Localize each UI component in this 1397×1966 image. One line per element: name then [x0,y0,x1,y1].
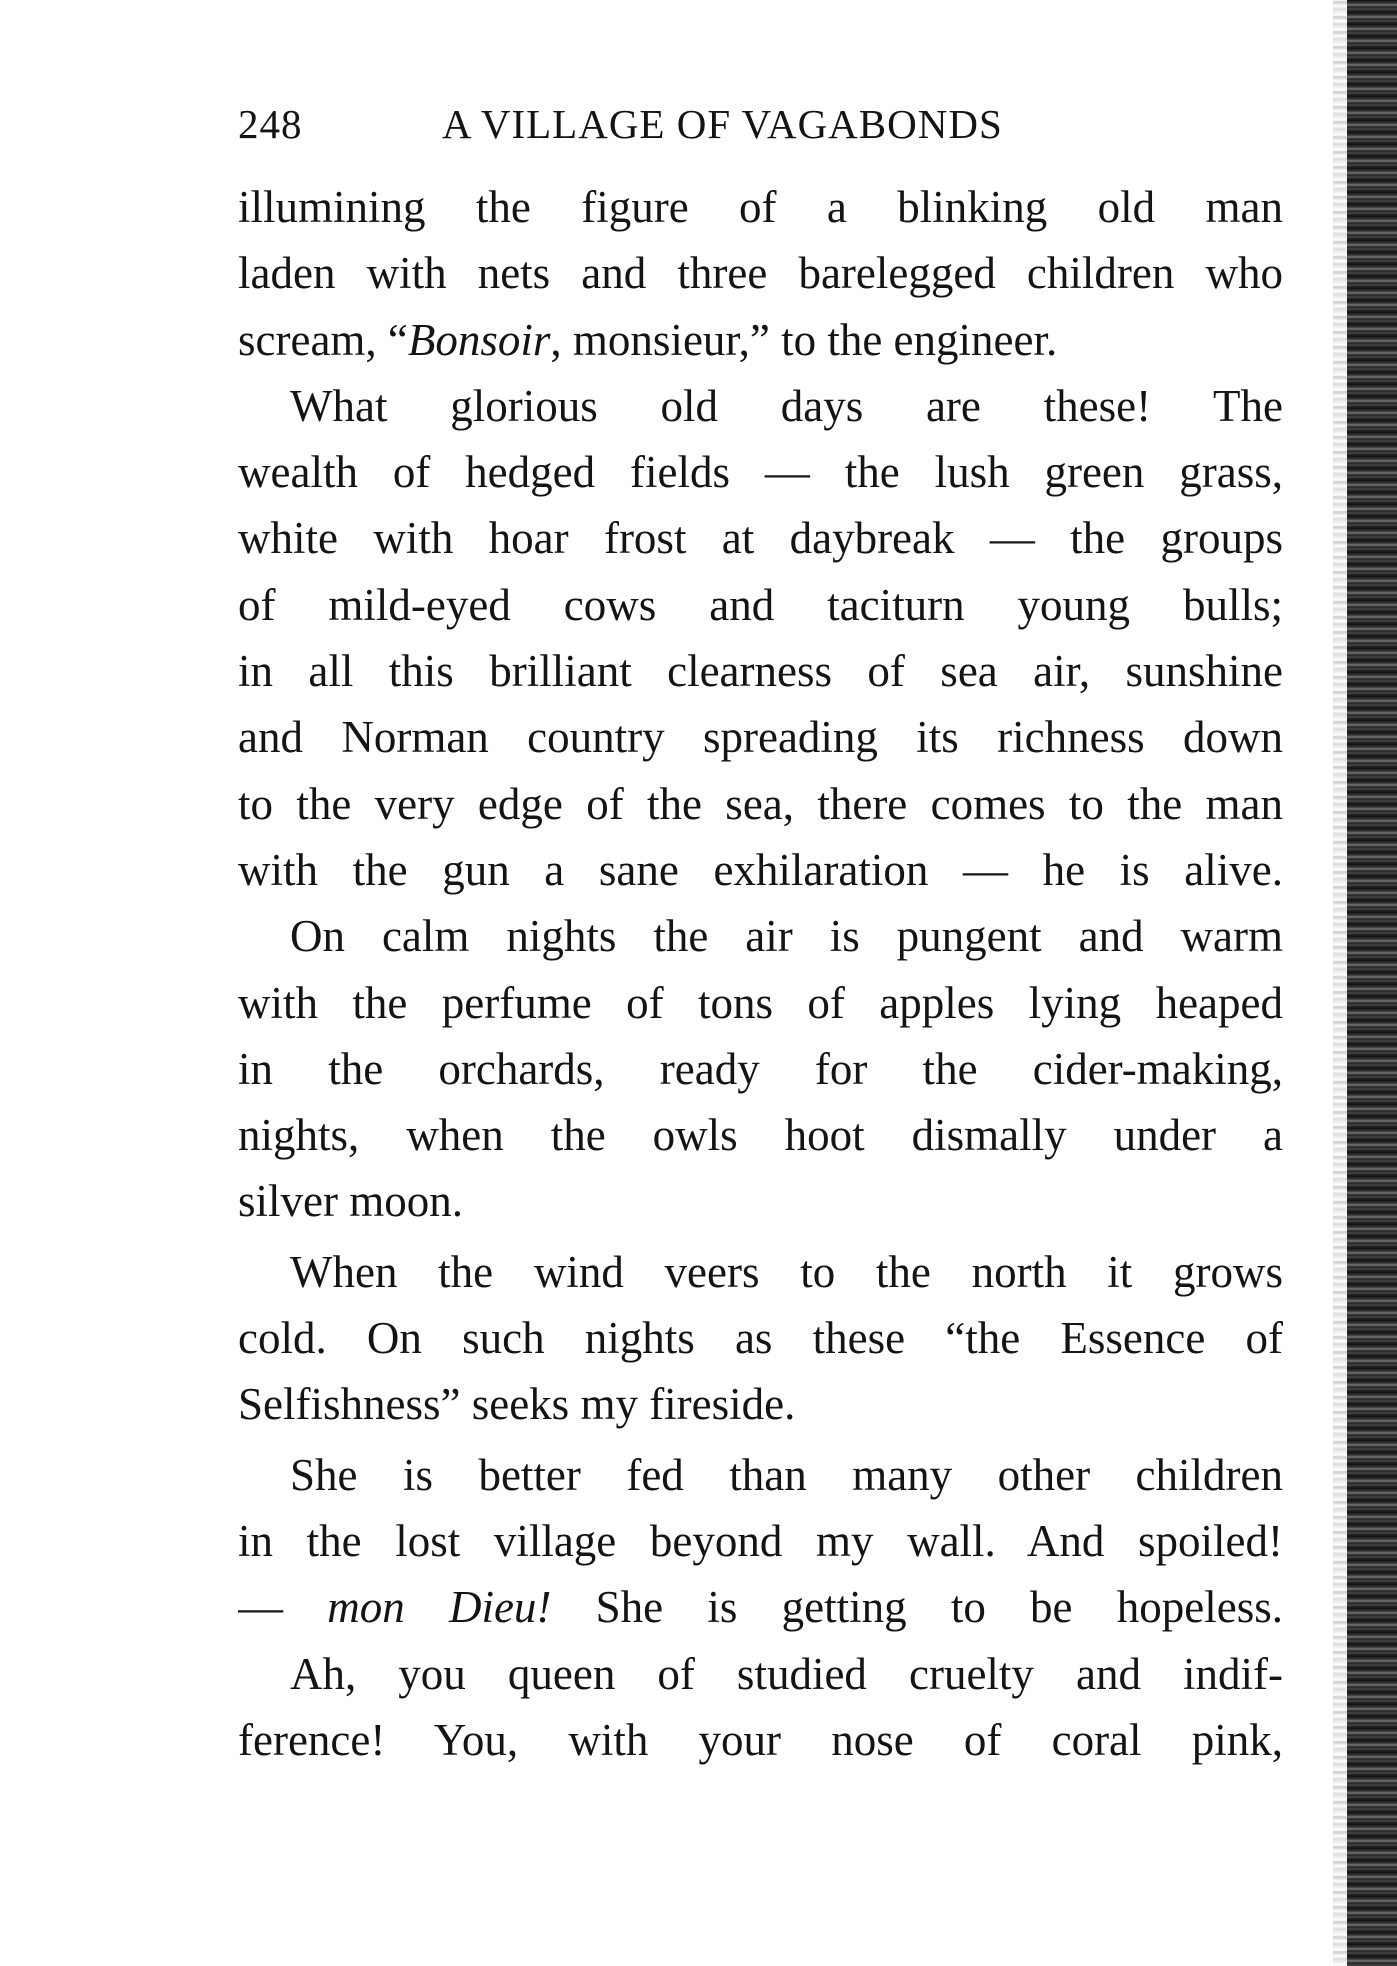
text-span: — [238,1582,328,1633]
italic-text: Bonsoir [407,314,551,365]
text-line: Selfishness” seeks my fireside. [238,1379,796,1430]
running-head [238,100,1298,160]
page-edge-shadow [1347,0,1397,1966]
text-line: in all this brilliant clearness of sea air, sunshine [238,646,1283,697]
text-span: scream, “ [238,314,408,365]
text-line: with the perfume of tons of apples lying heaped [238,977,1283,1028]
italic-text: mon Dieu! [327,1582,552,1633]
text-span: , monsieur,” to the engineer. [550,314,1058,365]
running-title: A VILLAGE OF VAGABONDS [442,101,1003,147]
text-line: silver moon. [238,1176,463,1227]
text-line: in the lost village beyond my wall. And spoiled! [238,1515,1283,1566]
text-line: Ah, you queen of studied cruelty and indif- [290,1648,1283,1699]
text-line: to the very edge of the sea, there comes to the man [238,778,1283,829]
text-line: and Norman country spreading its richness down [238,712,1283,763]
text-line: wealth of hedged fields — the lush green grass, [238,447,1283,498]
text-line: of mild-eyed cows and taciturn young bulls; [238,579,1283,630]
text-line: illumining the figure of a blinking old man [238,182,1283,232]
text-line: in the orchards, ready for the cider-making, [238,1043,1283,1094]
text-line [238,307,1283,373]
body-text [238,174,1283,1773]
text-line: with the gun a sane exhilaration — he is alive. [238,844,1283,895]
text-line: She is better fed than many other children [290,1449,1283,1500]
text-line: cold. On such nights as these “the Essence of [238,1313,1283,1364]
text-span: She is getting to be hopeless. [551,1582,1283,1633]
text-line: On calm nights the air is pungent and warm [290,911,1283,962]
text-line: What glorious old days are these! The [290,380,1283,431]
page-number: 248 [238,101,303,147]
text-line: laden with nets and three barelegged children who [238,248,1283,299]
text-line: white with hoar frost at daybreak — the groups [238,513,1283,564]
text-line [238,1574,1283,1640]
text-line: ference! You, with your nose of coral pink, [238,1714,1283,1765]
text-line: nights, when the owls hoot dismally under a [238,1110,1283,1161]
text-line: When the wind veers to the north it grows [290,1246,1283,1297]
